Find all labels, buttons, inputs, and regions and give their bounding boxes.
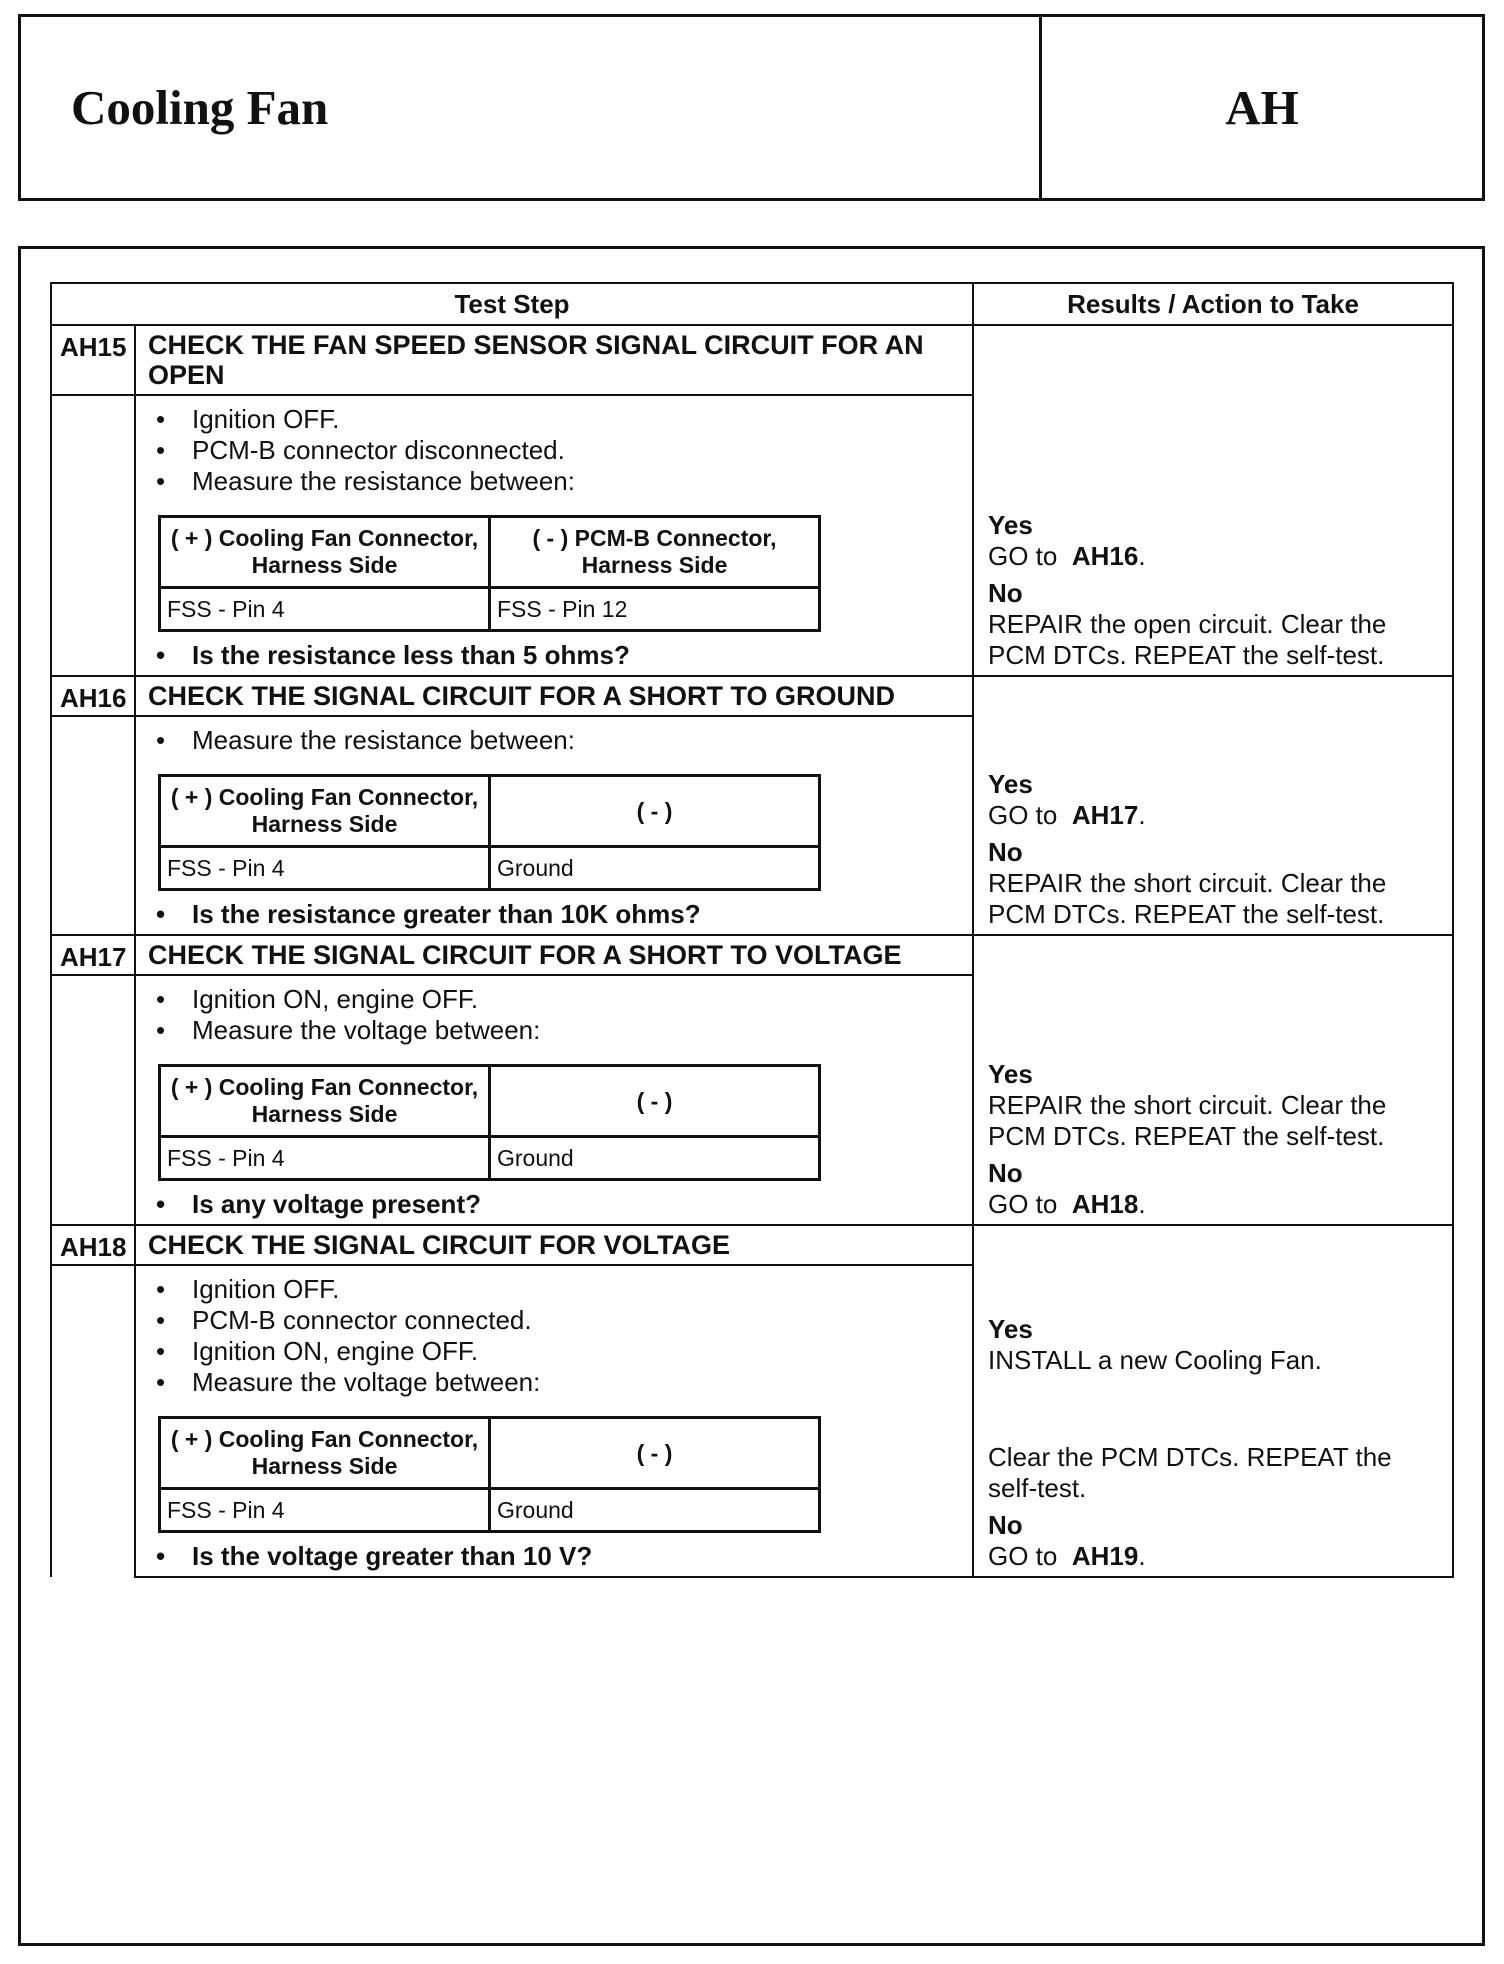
no-label: No <box>988 837 1023 867</box>
step-results <box>973 935 1453 1225</box>
bullet-item: • Ignition OFF. <box>146 1274 972 1305</box>
step-results <box>973 325 1453 676</box>
table-header-row <box>51 283 1453 325</box>
page-title: Cooling Fan <box>21 17 1042 198</box>
meas-header-negative: ( - ) PCM-B Connector, Harness Side <box>490 517 820 588</box>
section-code: AH <box>1225 80 1299 135</box>
meas-header-positive: ( + ) Cooling Fan Connector, Harness Side <box>160 517 490 588</box>
meas-header-negative: ( - ) <box>490 1418 820 1489</box>
meas-value-negative: FSS - Pin 12 <box>490 588 820 631</box>
step-id: AH16 <box>51 676 135 716</box>
meas-value-negative: Ground <box>490 1137 820 1180</box>
meas-header-positive: ( + ) Cooling Fan Connector, Harness Side <box>160 1066 490 1137</box>
step-results <box>973 1225 1453 1577</box>
yes-label: Yes <box>988 1314 1033 1344</box>
step-question: • Is any voltage present? <box>146 1189 972 1220</box>
no-action: REPAIR the short circuit. Clear the PCM DTCs. REPEAT the self-test. <box>988 868 1387 929</box>
bullet-item: • Measure the resistance between: <box>146 725 972 756</box>
bullet-item: • PCM-B connector connected. <box>146 1305 972 1336</box>
meas-value-positive: FSS - Pin 4 <box>160 1137 490 1180</box>
yes-action: INSTALL a new Cooling Fan. <box>988 1345 1322 1375</box>
step-title: CHECK THE SIGNAL CIRCUIT FOR A SHORT TO VOLTAGE <box>135 935 973 975</box>
yes-label: Yes <box>988 1059 1033 1089</box>
page-header <box>18 14 1485 201</box>
step-question: • Is the resistance less than 5 ohms? <box>146 640 972 671</box>
step-body <box>135 395 973 676</box>
no-label: No <box>988 578 1023 608</box>
bullet-item: • Measure the voltage between: <box>146 1015 972 1046</box>
test-step-table <box>50 282 1454 1578</box>
bullet-item: • Ignition ON, engine OFF. <box>146 1336 972 1367</box>
meas-value-negative: Ground <box>490 1489 820 1532</box>
meas-header-positive: ( + ) Cooling Fan Connector, Harness Side <box>160 1418 490 1489</box>
yes-label: Yes <box>988 769 1033 799</box>
bullet-item: • Ignition OFF. <box>146 404 972 435</box>
step-body <box>135 716 973 935</box>
meas-value-positive: FSS - Pin 4 <box>160 588 490 631</box>
yes-action: GO to AH17. <box>988 800 1146 830</box>
bullet-item: • Ignition ON, engine OFF. <box>146 984 972 1015</box>
step-title: CHECK THE SIGNAL CIRCUIT FOR VOLTAGE <box>135 1225 973 1265</box>
yes-action: GO to AH16. <box>988 541 1146 571</box>
measurement-table <box>158 515 821 632</box>
step-title-row <box>51 935 1453 975</box>
no-action: GO to AH19. <box>988 1541 1146 1571</box>
meas-header-negative: ( - ) <box>490 1066 820 1137</box>
meas-value-negative: Ground <box>490 847 820 890</box>
meas-header-positive: ( + ) Cooling Fan Connector, Harness Side <box>160 776 490 847</box>
meas-header-negative: ( - ) <box>490 776 820 847</box>
yes-action: REPAIR the short circuit. Clear the PCM DTCs. REPEAT the self-test. <box>988 1090 1387 1151</box>
step-title-row <box>51 325 1453 395</box>
step-id: AH15 <box>51 325 135 395</box>
no-action: GO to AH18. <box>988 1189 1146 1219</box>
step-question: • Is the resistance greater than 10K ohms? <box>146 899 972 930</box>
step-results <box>973 676 1453 935</box>
extra-action: Clear the PCM DTCs. REPEAT the self-test. <box>988 1442 1392 1503</box>
bullet-item: • Measure the resistance between: <box>146 466 972 497</box>
step-body <box>135 975 973 1225</box>
step-id: AH18 <box>51 1225 135 1265</box>
measurement-table <box>158 1064 821 1181</box>
step-title-row <box>51 676 1453 716</box>
measurement-table <box>158 774 821 891</box>
step-id: AH17 <box>51 935 135 975</box>
no-label: No <box>988 1510 1023 1540</box>
col-test-step-header: Test Step <box>51 283 973 325</box>
col-results-header: Results / Action to Take <box>973 283 1453 325</box>
step-body <box>135 1265 973 1577</box>
no-action: REPAIR the open circuit. Clear the PCM DTCs. REPEAT the self-test. <box>988 609 1387 670</box>
measurement-table <box>158 1416 821 1533</box>
no-label: No <box>988 1158 1023 1188</box>
meas-value-positive: FSS - Pin 4 <box>160 847 490 890</box>
meas-value-positive: FSS - Pin 4 <box>160 1489 490 1532</box>
step-question: • Is the voltage greater than 10 V? <box>146 1541 972 1572</box>
step-title: CHECK THE SIGNAL CIRCUIT FOR A SHORT TO GROUND <box>135 676 973 716</box>
yes-label: Yes <box>988 510 1033 540</box>
bullet-item: • Measure the voltage between: <box>146 1367 972 1398</box>
bullet-item: • PCM-B connector disconnected. <box>146 435 972 466</box>
step-title: CHECK THE FAN SPEED SENSOR SIGNAL CIRCUIT FOR AN OPEN <box>135 325 973 395</box>
step-title-row <box>51 1225 1453 1265</box>
